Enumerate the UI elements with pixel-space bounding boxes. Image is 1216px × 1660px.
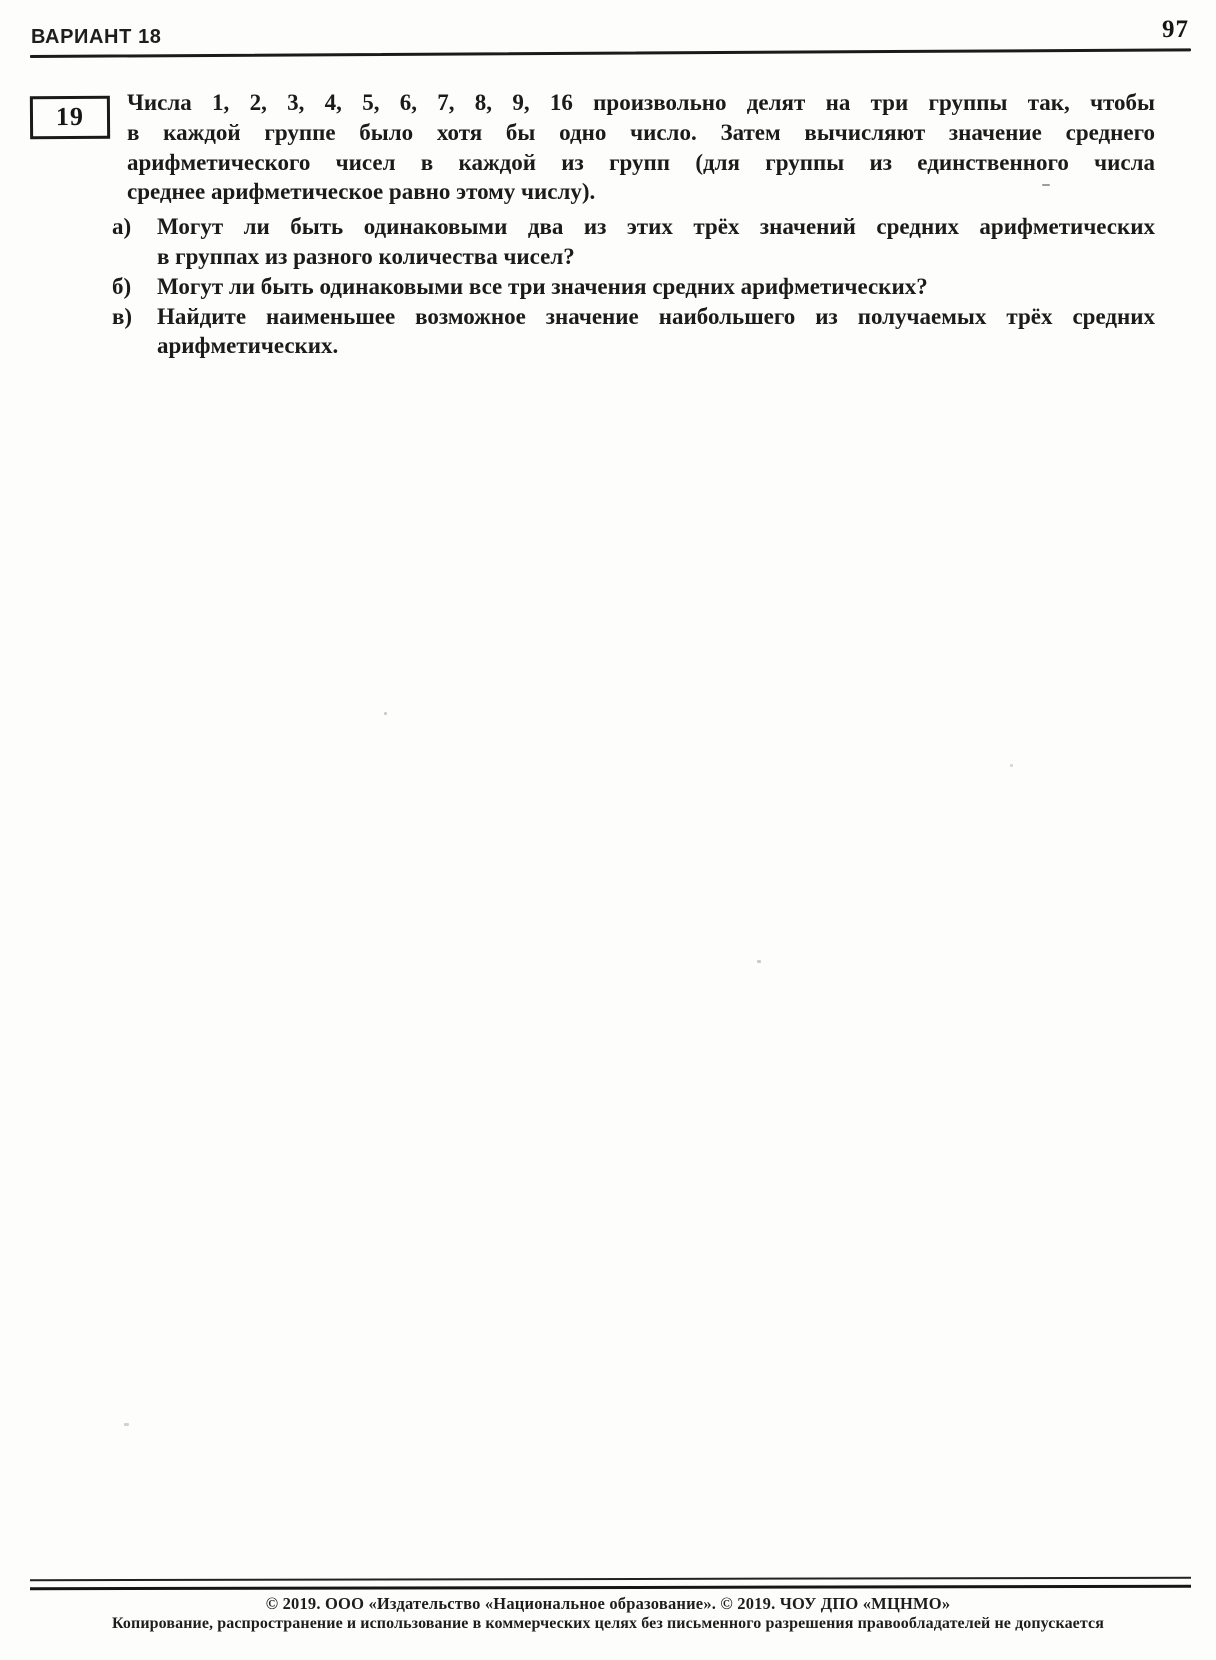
footer-rule [30, 1577, 1191, 1590]
part-v-line: Найдите наименьшее возможное значение наибольшего из получаемых трёх средних [157, 303, 1155, 329]
part-a-continuation-row [112, 242, 1155, 272]
part-v-row [112, 302, 1155, 332]
scan-speck [124, 1423, 129, 1426]
part-a-line: Могут ли быть одинаковыми два из этих трёх значений средних арифметических [157, 214, 1155, 240]
problem-paragraph-line: арифметического чисел в каждой из групп (для группы из единственного числа [127, 149, 1155, 175]
variant-header: ВАРИАНТ 18 [31, 26, 162, 48]
page-number: 97 [1162, 16, 1189, 43]
part-v-line: арифметических. [157, 333, 339, 359]
part-b-line: Могут ли быть одинаковыми все три значения средних арифметических? [157, 273, 928, 299]
scan-speck [384, 712, 387, 715]
footer-copyright: © 2019. ООО «Издательство «Национальное образование». © 2019. ЧОУ ДПО «МЦНМО» [265, 1594, 951, 1613]
part-b-row [112, 272, 1155, 302]
part-v-continuation-row [112, 331, 1155, 361]
scan-speck [757, 960, 761, 963]
problem-paragraph-line: Числа 1, 2, 3, 4, 5, 6, 7, 8, 9, 16 произвольно делят на три группы так, чтобы [127, 90, 1155, 115]
problem-paragraph-line: среднее арифметическое равно этому числу). [127, 179, 596, 205]
problem-number: 19 [55, 101, 85, 131]
part-a-label: а) [112, 214, 132, 240]
problem-statement [112, 88, 1155, 361]
scan-speck [1042, 184, 1050, 186]
part-v-label: в) [112, 303, 133, 329]
part-a-line: в группах из разного количества чисел? [157, 243, 575, 269]
scan-speck [1010, 764, 1013, 767]
problem-paragraph-line: в каждой группе было хотя бы одно число. Затем вычисляют значение среднего [127, 119, 1155, 145]
part-a-row [112, 212, 1155, 242]
part-b-label: б) [112, 273, 132, 299]
problem-number-box [30, 96, 110, 140]
footer-notice: Копирование, распространение и использование в коммерческих целях без письменного разрешения правообладателей не допускается [112, 1615, 1104, 1632]
problem-parts-list [112, 212, 1155, 361]
header-rule [30, 48, 1191, 58]
